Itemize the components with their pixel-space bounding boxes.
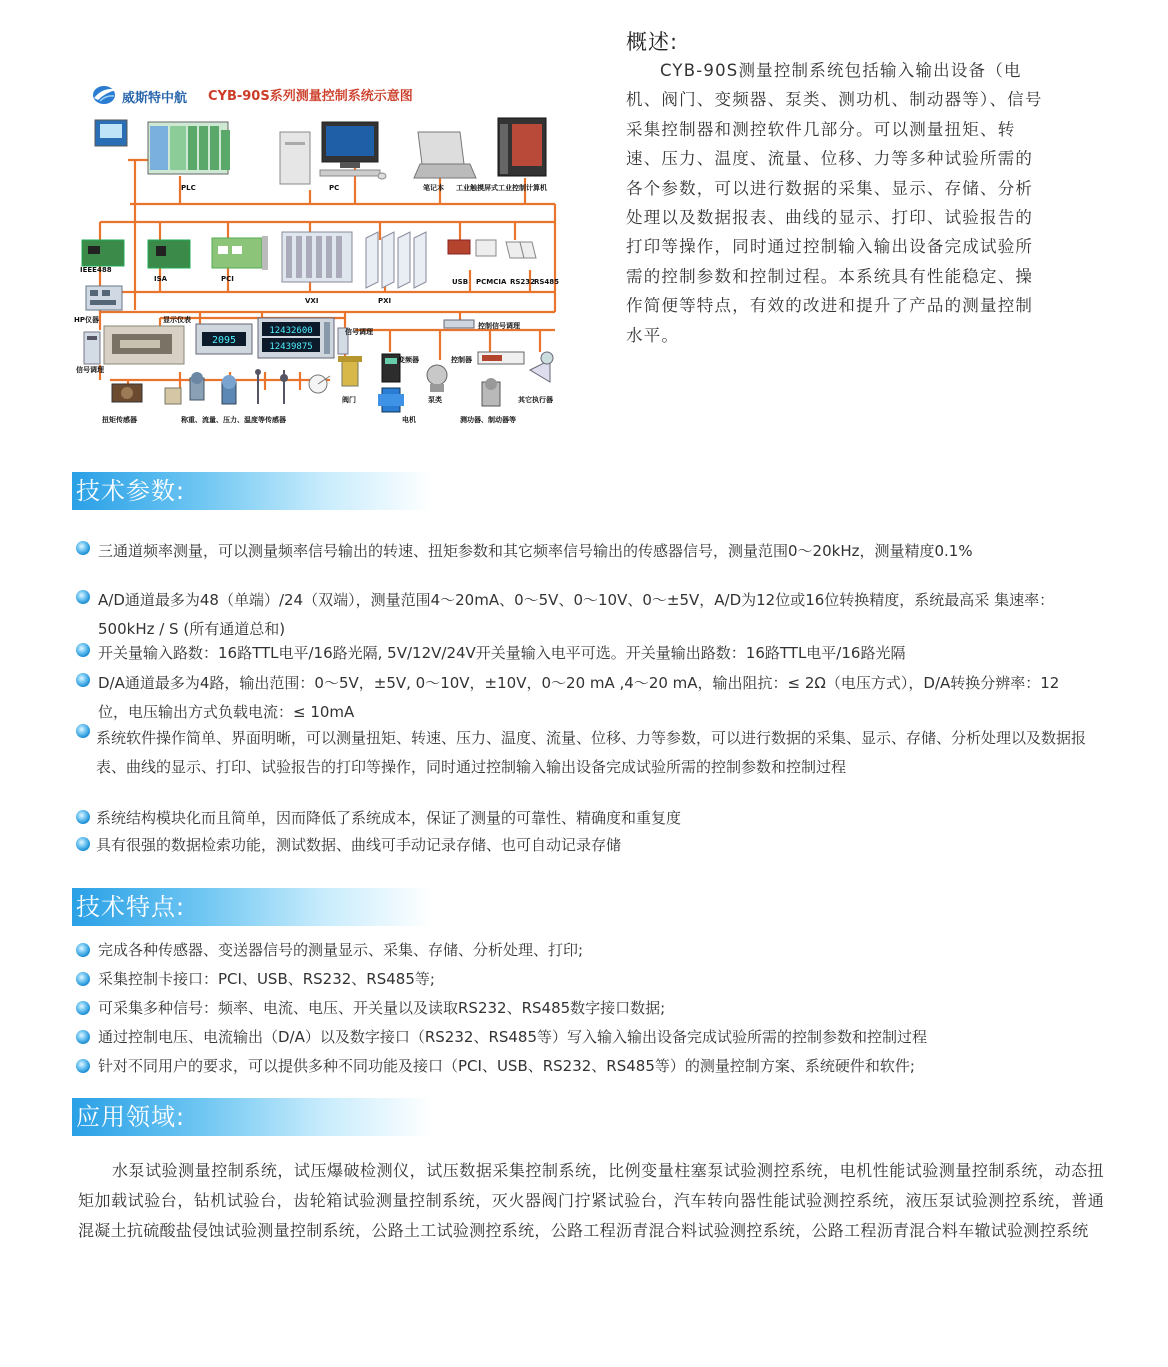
label-torque: 扭矩传感器 bbox=[102, 416, 137, 424]
signal-conditioner-left-icon bbox=[84, 332, 100, 364]
tech-features-header bbox=[72, 888, 432, 926]
tech-params-list bbox=[76, 537, 1086, 860]
label-ctrl-signal: 控制信号调理 bbox=[478, 322, 520, 330]
label-inverter: 变频器 bbox=[398, 356, 419, 364]
digital-meter-2 bbox=[258, 318, 334, 358]
bullet-icon bbox=[76, 943, 90, 957]
tech-features-title: 技术特点: bbox=[76, 893, 186, 921]
bullet-icon bbox=[76, 590, 90, 604]
list-item: 完成各种传感器、变送器信号的测量显示、采集、存储、分析处理、打印; bbox=[76, 937, 1086, 966]
hmi-panel-icon bbox=[95, 120, 127, 146]
digital-meter-1 bbox=[196, 324, 252, 354]
bullet-icon bbox=[76, 810, 90, 824]
label-vxi: VXI bbox=[305, 297, 319, 305]
applications-body: 水泵试验测量控制系统，试压爆破检测仪，试压数据采集控制系统，比例变量柱塞泵试验测控系统，电机性能试验测量控制系统，动态扭矩加载试验台，钻机试验台，齿轮箱试验测量控制系统，灭火器阀门拧紧试验台，汽车转向器性能试验测控系统，液压泵试验测控系统，普通混凝土抗硫酸盐侵蚀试验测量控制系统，公路土工试验测控系统，公路工程沥青混合料试验测控系统，公路工程沥青混合料车辙试验测控系统 bbox=[78, 1161, 1104, 1240]
list-item: 系统软件操作简单、界面明晰，可以测量扭矩、转速、压力、温度、流量、位移、力等参数，可以进行数据的采集、显示、存储、分析处理以及数据报表、曲线的显示、打印、试验报告的打印等操作，同时通过控制输入输出设备完成试验所需的控制参数和控制过程 bbox=[76, 724, 1086, 806]
ieee488-card-icon bbox=[82, 240, 124, 266]
meter3-readout: 12439875 bbox=[269, 342, 313, 352]
controller-icon bbox=[478, 352, 524, 364]
overview-title: 概述: bbox=[626, 30, 679, 54]
tech-params-header bbox=[72, 472, 432, 510]
overview-body: CYB-90S测量控制系统包括输入输出设备（电机、阀门、变频器、泵类、测功机、制动器等）、信号采集控制器和测控软件几部分。可以测量扭矩、转速、压力、温度、流量、位移、力等多种试验所需的各个参数，可以进行数据的采集、显示、存储、分析处理以及数据报表、曲线的显示、打印、试验报告的打印等操作，同时通过控制输入输出设备完成试验所需的控制参数和控制过程。本系统具有性能稳定、操作简便等特点，有效的改进和提升了产品的测量控制水平。 bbox=[626, 61, 1043, 345]
list-item: 具有很强的数据检索功能，测试数据、曲线可手动记录存储、也可自动记录存储 bbox=[76, 833, 1086, 860]
label-signal-right: 信号调理 bbox=[345, 328, 373, 336]
label-ieee488: IEEE488 bbox=[80, 266, 112, 274]
system-diagram bbox=[70, 70, 580, 450]
valve-icon bbox=[338, 356, 362, 386]
weighing-sensor-icon bbox=[165, 388, 181, 404]
pci-card-icon bbox=[212, 236, 268, 270]
bullet-icon bbox=[76, 972, 90, 986]
vxi-chassis-icon bbox=[282, 232, 352, 282]
label-notebook: 笔记本 bbox=[423, 184, 444, 192]
other-actuator-icon bbox=[530, 352, 553, 382]
bullet-icon bbox=[76, 724, 90, 738]
label-pcmcia: PCMCIA bbox=[476, 278, 507, 286]
list-item: A/D通道最多为48（单端）/24（双端），测量范围4～20mA、0～5V、0～10V、0～±5V，A/D为12位或16位转换精度，系统最高采 集速率：500kHz / S (所有通道总和) bbox=[76, 586, 1086, 639]
list-item: 系统结构模块化而且简单，因而降低了系统成本，保证了测量的可靠性、精确度和重复度 bbox=[76, 806, 1086, 833]
flow-sensor-icon bbox=[190, 372, 204, 400]
motor-icon bbox=[378, 388, 404, 412]
hp-instrument-icon bbox=[86, 286, 122, 310]
label-usb: USB bbox=[452, 278, 469, 286]
bullet-icon bbox=[76, 1059, 90, 1073]
bullet-icon bbox=[76, 643, 90, 657]
label-isa: ISA bbox=[154, 275, 168, 283]
label-plc: PLC bbox=[181, 184, 196, 192]
bullet-icon bbox=[76, 673, 90, 687]
list-item: D/A通道最多为4路，输出范围：0～5V，±5V, 0～10V，±10V，0～20 mA ,4～20 mA，输出阻抗：≤ 2Ω（电压方式），D/A转换分辨率：12位，电压输出方式负载电流：≤ 10mA bbox=[76, 669, 1086, 724]
label-hp: HP仪器 bbox=[74, 316, 99, 324]
control-signal-conditioner-icon bbox=[444, 320, 474, 328]
display-instrument-photo bbox=[104, 326, 184, 364]
label-rs485: RS485 bbox=[534, 278, 560, 286]
pcmcia-card-icon bbox=[476, 240, 496, 256]
list-item: 采集控制卡接口：PCI、USB、RS232、RS485等; bbox=[76, 966, 1086, 995]
bullet-icon bbox=[76, 1030, 90, 1044]
label-rs232: RS232 bbox=[510, 278, 536, 286]
isa-card-icon bbox=[148, 240, 190, 268]
label-ipc: 工业触摸屏式工业控制计算机 bbox=[456, 184, 547, 192]
label-motor: 电机 bbox=[402, 416, 416, 424]
label-sensors: 称重、流量、压力、温度等传感器 bbox=[181, 416, 286, 424]
company-logo-text: 威斯特中航 bbox=[122, 91, 188, 106]
pxi-modules-icon bbox=[366, 232, 426, 288]
label-pci: PCI bbox=[221, 275, 234, 283]
list-item: 三通道频率测量，可以测量频率信号输出的转速、扭矩参数和其它频率信号输出的传感器信号，测量范围0～20kHz，测量精度0.1% bbox=[76, 537, 1086, 586]
tech-features-list bbox=[76, 937, 1086, 1082]
pump-icon bbox=[427, 365, 447, 392]
dynamometer-icon bbox=[482, 378, 500, 406]
temperature-sensor-icon bbox=[255, 369, 261, 404]
label-controller: 控制器 bbox=[451, 356, 472, 364]
meter1-readout: 2095 bbox=[211, 335, 237, 346]
list-item: 针对不同用户的要求，可以提供多种不同功能及接口（PCI、USB、RS232、RS485等）的测量控制方案、系统硬件和软件; bbox=[76, 1053, 1086, 1082]
list-item: 开关量输入路数：16路TTL电平/16路光隔, 5V/12V/24V开关量输入电平可选。开关量输出路数：16路TTL电平/16路光隔 bbox=[76, 639, 1086, 669]
bullet-icon bbox=[76, 541, 90, 555]
list-item: 通过控制电压、电流输出（D/A）以及数字接口（RS232、RS485等）写入输入输出设备完成试验所需的控制参数和控制过程 bbox=[76, 1024, 1086, 1053]
meter2-readout: 12432600 bbox=[269, 326, 313, 336]
displacement-sensor-icon bbox=[280, 370, 288, 404]
industrial-pc-icon bbox=[498, 118, 546, 176]
label-display: 显示仪表 bbox=[163, 316, 191, 324]
label-pxi: PXI bbox=[378, 297, 392, 305]
laptop-icon bbox=[414, 132, 476, 178]
torque-sensor-icon bbox=[112, 384, 142, 402]
monitor-icon bbox=[320, 122, 386, 179]
plc-icon bbox=[148, 122, 230, 174]
applications-header bbox=[72, 1098, 432, 1136]
label-other-actuator: 其它执行器 bbox=[518, 396, 553, 404]
rs232-card-icon bbox=[506, 242, 536, 258]
pc-tower-icon bbox=[280, 132, 310, 184]
label-valve: 阀门 bbox=[342, 396, 356, 404]
label-dynamometer: 测功器、制动器等 bbox=[460, 416, 516, 424]
list-item: 可采集多种信号：频率、电流、电压、开关量以及读取RS232、RS485数字接口数据; bbox=[76, 995, 1086, 1024]
label-pc: PC bbox=[329, 184, 340, 192]
tech-params-title: 技术参数: bbox=[76, 477, 186, 505]
diagram-title: CYB-90S系列测量控制系统示意图 bbox=[208, 89, 413, 104]
label-signal-left: 信号调理 bbox=[76, 366, 104, 374]
pressure-sensor-icon bbox=[222, 375, 236, 404]
angle-sensor-icon bbox=[309, 375, 330, 393]
applications-title: 应用领域: bbox=[76, 1103, 186, 1131]
bullet-icon bbox=[76, 837, 90, 851]
label-pump: 泵类 bbox=[428, 396, 442, 404]
bullet-icon bbox=[76, 1001, 90, 1015]
usb-device-icon bbox=[448, 240, 470, 254]
